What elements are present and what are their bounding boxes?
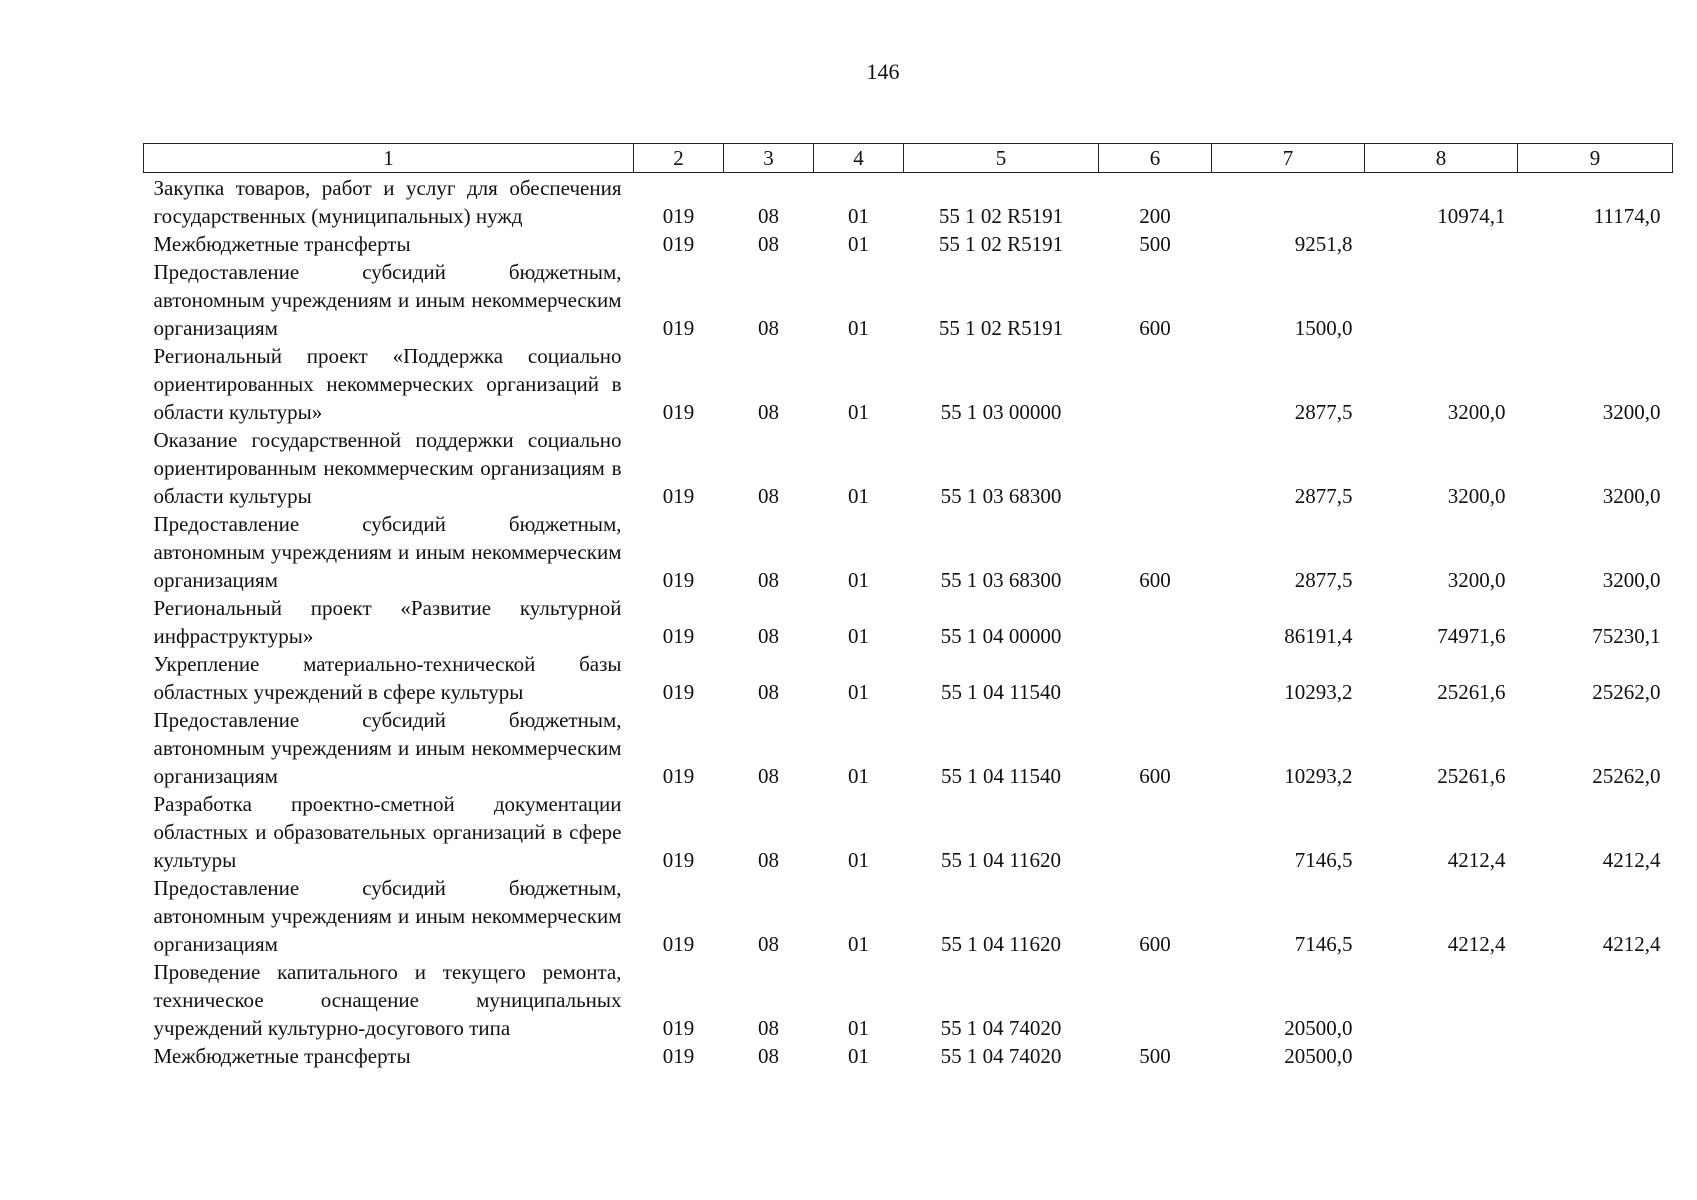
- cell-target-article: 55 1 04 11540: [941, 680, 1061, 704]
- cell-expense-type: 600: [1139, 568, 1171, 592]
- cell-target-article: 55 1 03 00000: [940, 400, 1062, 424]
- cell-amount-col7: 1500,0: [1294, 316, 1353, 340]
- cell-name: Предоставление субсидий бюджетным, автономным учреждениям и иным некоммерческим организациям: [153, 260, 622, 340]
- cell-section: 08: [758, 680, 779, 704]
- cell-amount-col7: 2877,5: [1294, 400, 1353, 424]
- table-row: [144, 173, 1673, 231]
- cell-expense-type: 600: [1139, 932, 1171, 956]
- cell-grbs: 019: [662, 1016, 695, 1040]
- cell-grbs: 019: [662, 932, 695, 956]
- cell-target-article: 55 1 04 74020: [940, 1016, 1062, 1040]
- cell-subsection: 01: [848, 848, 869, 872]
- cell-name: Предоставление субсидий бюджетным, автономным учреждениям и иным некоммерческим организациям: [153, 876, 622, 956]
- cell-amount-col8: [1365, 958, 1518, 1042]
- cell-subsection: 01: [848, 624, 869, 648]
- cell-subsection: 01: [848, 204, 869, 228]
- cell-amount-col8: 4212,4: [1447, 932, 1506, 956]
- cell-section: 08: [758, 316, 779, 340]
- cell-amount-col9: 11174,0: [1593, 204, 1661, 228]
- cell-expense-type: [1099, 426, 1212, 510]
- cell-target-article: 55 1 04 74020: [940, 1044, 1062, 1068]
- table-row: [144, 342, 1673, 426]
- cell-amount-col7: 10293,2: [1284, 680, 1353, 704]
- table-row: [144, 230, 1673, 258]
- cell-amount-col7: [1212, 173, 1365, 231]
- header-cell: 1: [144, 144, 634, 173]
- cell-target-article: 55 1 04 00000: [940, 624, 1062, 648]
- cell-grbs: 019: [662, 400, 695, 424]
- cell-name: Укрепление материально-технической базы областных учреждений в сфере культуры: [153, 652, 622, 704]
- cell-amount-col9: 25262,0: [1592, 680, 1661, 704]
- cell-amount-col9: [1518, 958, 1673, 1042]
- table-row: [144, 594, 1673, 650]
- header-cell: 4: [814, 144, 904, 173]
- cell-target-article: 55 1 04 11620: [941, 932, 1061, 956]
- cell-grbs: 019: [662, 232, 695, 256]
- cell-amount-col9: 4212,4: [1602, 932, 1661, 956]
- cell-amount-col8: [1365, 230, 1518, 258]
- header-cell: 3: [724, 144, 814, 173]
- header-cell: 7: [1212, 144, 1365, 173]
- cell-amount-col7: 10293,2: [1284, 764, 1353, 788]
- cell-target-article: 55 1 03 68300: [940, 568, 1062, 592]
- cell-section: 08: [758, 764, 779, 788]
- cell-subsection: 01: [848, 568, 869, 592]
- cell-expense-type: [1099, 594, 1212, 650]
- table-header: [144, 144, 1673, 173]
- page-number: 146: [866, 59, 900, 84]
- cell-amount-col9: 4212,4: [1602, 848, 1661, 872]
- cell-amount-col7: 86191,4: [1284, 624, 1353, 648]
- cell-name: Региональный проект «Поддержка социально ориентированных некоммерческих организаций в области культуры»: [153, 344, 622, 424]
- table-body: [144, 173, 1673, 1071]
- cell-expense-type: 200: [1139, 204, 1171, 228]
- cell-expense-type: [1099, 650, 1212, 706]
- cell-name: Предоставление субсидий бюджетным, автономным учреждениям и иным некоммерческим организациям: [153, 708, 622, 788]
- cell-amount-col7: 9251,8: [1294, 232, 1353, 256]
- cell-amount-col7: 2877,5: [1294, 484, 1353, 508]
- table-row: [144, 706, 1673, 790]
- table-row: [144, 426, 1673, 510]
- cell-grbs: 019: [662, 848, 695, 872]
- cell-name: Межбюджетные трансферты: [153, 232, 411, 256]
- header-cell: 8: [1365, 144, 1518, 173]
- cell-amount-col9: [1518, 1042, 1673, 1070]
- cell-expense-type: [1099, 958, 1212, 1042]
- cell-name: Закупка товаров, работ и услуг для обеспечения государственных (муниципальных) нужд: [153, 176, 622, 228]
- cell-subsection: 01: [848, 400, 869, 424]
- cell-grbs: 019: [662, 316, 695, 340]
- cell-amount-col8: 3200,0: [1447, 484, 1506, 508]
- cell-subsection: 01: [848, 1044, 869, 1068]
- cell-name: Региональный проект «Развитие культурной инфраструктуры»: [153, 596, 622, 648]
- table-row: [144, 510, 1673, 594]
- cell-expense-type: [1099, 342, 1212, 426]
- cell-name: Проведение капитального и текущего ремонта, техническое оснащение муниципальных учреждений культурно-досугового типа: [153, 960, 622, 1040]
- cell-amount-col9: 3200,0: [1602, 484, 1661, 508]
- cell-section: 08: [758, 400, 779, 424]
- cell-amount-col7: 20500,0: [1284, 1044, 1353, 1068]
- header-row: [144, 144, 1673, 173]
- cell-amount-col8: 3200,0: [1447, 568, 1506, 592]
- cell-grbs: 019: [662, 568, 695, 592]
- budget-table: [143, 143, 1673, 1070]
- cell-grbs: 019: [662, 204, 695, 228]
- table-row: [144, 258, 1673, 342]
- cell-subsection: 01: [848, 232, 869, 256]
- cell-section: 08: [758, 232, 779, 256]
- cell-subsection: 01: [848, 680, 869, 704]
- cell-subsection: 01: [848, 1016, 869, 1040]
- cell-expense-type: 600: [1139, 316, 1171, 340]
- cell-amount-col9: 25262,0: [1592, 764, 1661, 788]
- cell-amount-col8: 25261,6: [1437, 764, 1506, 788]
- cell-target-article: 55 1 02 R5191: [938, 316, 1064, 340]
- cell-amount-col8: 4212,4: [1447, 848, 1506, 872]
- cell-name: Оказание государственной поддержки социально ориентированным некоммерческим организациям в области культуры: [153, 428, 622, 508]
- cell-target-article: 55 1 02 R5191: [938, 204, 1064, 228]
- cell-amount-col8: 10974,1: [1437, 204, 1506, 228]
- cell-amount-col9: 3200,0: [1602, 400, 1661, 424]
- cell-target-article: 55 1 04 11540: [941, 764, 1061, 788]
- cell-amount-col7: 20500,0: [1284, 1016, 1353, 1040]
- header-cell: 5: [904, 144, 1099, 173]
- cell-subsection: 01: [848, 484, 869, 508]
- cell-amount-col9: [1518, 230, 1673, 258]
- cell-expense-type: 600: [1139, 764, 1171, 788]
- cell-subsection: 01: [848, 764, 869, 788]
- table-row: [144, 958, 1673, 1042]
- cell-amount-col8: 25261,6: [1437, 680, 1506, 704]
- table-row: [144, 650, 1673, 706]
- cell-expense-type: 500: [1139, 232, 1171, 256]
- cell-section: 08: [758, 568, 779, 592]
- table-row: [144, 790, 1673, 874]
- cell-name: Предоставление субсидий бюджетным, автономным учреждениям и иным некоммерческим организациям: [153, 512, 622, 592]
- header-cell: 9: [1518, 144, 1673, 173]
- cell-amount-col7: 7146,5: [1294, 848, 1353, 872]
- cell-target-article: 55 1 02 R5191: [938, 232, 1064, 256]
- cell-name: Разработка проектно-сметной документации областных и образовательных организаций в сфере культуры: [153, 792, 622, 872]
- header-cell: 2: [634, 144, 724, 173]
- cell-subsection: 01: [848, 316, 869, 340]
- cell-section: 08: [758, 848, 779, 872]
- cell-section: 08: [758, 624, 779, 648]
- cell-section: 08: [758, 1016, 779, 1040]
- cell-amount-col8: [1365, 258, 1518, 342]
- cell-section: 08: [758, 484, 779, 508]
- cell-amount-col9: 75230,1: [1592, 624, 1661, 648]
- cell-target-article: 55 1 04 11620: [941, 848, 1061, 872]
- cell-amount-col8: [1365, 1042, 1518, 1070]
- cell-name: Межбюджетные трансферты: [153, 1044, 411, 1068]
- cell-grbs: 019: [662, 680, 695, 704]
- cell-expense-type: 500: [1139, 1044, 1171, 1068]
- cell-amount-col9: [1518, 258, 1673, 342]
- cell-amount-col8: 3200,0: [1447, 400, 1506, 424]
- table-row: [144, 874, 1673, 958]
- cell-section: 08: [758, 1044, 779, 1068]
- cell-grbs: 019: [662, 484, 695, 508]
- cell-grbs: 019: [662, 1044, 695, 1068]
- cell-amount-col7: 2877,5: [1294, 568, 1353, 592]
- cell-section: 08: [758, 204, 779, 228]
- cell-amount-col7: 7146,5: [1294, 932, 1353, 956]
- cell-target-article: 55 1 03 68300: [940, 484, 1062, 508]
- table-row: [144, 1042, 1673, 1070]
- cell-expense-type: [1099, 790, 1212, 874]
- cell-amount-col9: 3200,0: [1602, 568, 1661, 592]
- cell-amount-col8: 74971,6: [1437, 624, 1506, 648]
- cell-grbs: 019: [662, 624, 695, 648]
- header-cell: 6: [1099, 144, 1212, 173]
- cell-subsection: 01: [848, 932, 869, 956]
- cell-grbs: 019: [662, 764, 695, 788]
- cell-section: 08: [758, 932, 779, 956]
